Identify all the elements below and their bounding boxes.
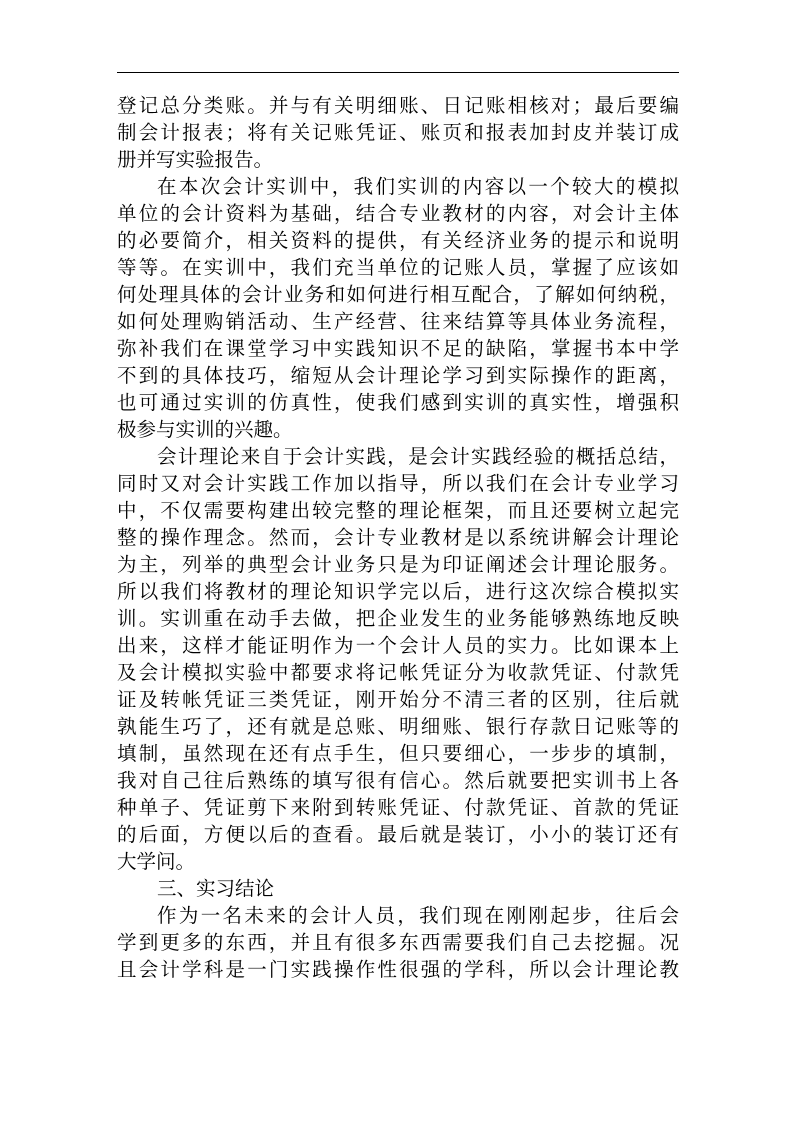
text-line: 的必要简介，相关资料的提供，有关经济业务的提示和说明 — [117, 229, 679, 252]
text-line: 填制，虽然现在还有点手生，但只要细心，一步步的填制， — [117, 742, 679, 765]
text-line: 证及转帐凭证三类凭证，刚开始分不清三者的区别，往后就 — [117, 688, 679, 711]
text-line: 册并写实验报告。 — [117, 148, 274, 171]
text-line: 制会计报表；将有关记账凭证、账页和报表加封皮并装订成 — [117, 121, 679, 144]
text-line: 弥补我们在课堂学习中实践知识不足的缺陷，掌握书本中学 — [117, 337, 679, 360]
document-body — [117, 92, 679, 983]
text-line: 不到的具体技巧，缩短从会计理论学习到实际操作的距离， — [117, 364, 679, 387]
text-line: 中，不仅需要构建出较完整的理论框架，而且还要树立起完 — [117, 499, 679, 522]
text-line: 同时又对会计实践工作加以指导，所以我们在会计专业学习 — [117, 472, 679, 495]
text-line: 学到更多的东西，并且有很多东西需要我们自己去挖掘。况 — [117, 931, 679, 954]
text-line: 且会计学科是一门实践操作性很强的学科，所以会计理论教 — [117, 958, 679, 981]
text-line: 也可通过实训的仿真性，使我们感到实训的真实性，增强积 — [117, 391, 679, 414]
paragraph-first-line: 作为一名未来的会计人员，我们现在刚刚起步，往后会 — [157, 904, 679, 927]
text-line: 所以我们将教材的理论知识学完以后，进行这次综合模拟实 — [117, 580, 679, 603]
text-line: 出来，这样才能证明作为一个会计人员的实力。比如课本上 — [117, 634, 679, 657]
text-line: 的后面，方便以后的查看。最后就是装订，小小的装订还有 — [117, 823, 679, 846]
text-line: 单位的会计资料为基础，结合专业教材的内容，对会计主体 — [117, 202, 679, 225]
text-line: 等等。在实训中，我们充当单位的记账人员，掌握了应该如 — [117, 256, 679, 279]
text-line: 登记总分类账。并与有关明细账、日记账相核对；最后要编 — [117, 94, 679, 117]
text-line: 及会计模拟实验中都要求将记帐凭证分为收款凭证、付款凭 — [117, 661, 679, 684]
text-line: 极参与实训的兴趣。 — [117, 418, 293, 441]
section-heading: 三、实习结论 — [157, 877, 275, 900]
text-line: 孰能生巧了，还有就是总账、明细账、银行存款日记账等的 — [117, 715, 679, 738]
text-line: 整的操作理念。然而，会计专业教材是以系统讲解会计理论 — [117, 526, 679, 549]
text-line: 我对自己往后熟练的填写很有信心。然后就要把实训书上各 — [117, 769, 679, 792]
header-rule — [117, 72, 679, 73]
text-line: 大学问。 — [117, 850, 196, 873]
text-line: 种单子、凭证剪下来附到转账凭证、付款凭证、首款的凭证 — [117, 796, 679, 819]
paragraph-first-line: 在本次会计实训中，我们实训的内容以一个较大的模拟 — [157, 175, 679, 198]
paragraph-first-line: 会计理论来自于会计实践，是会计实践经验的概括总结， — [157, 445, 679, 468]
text-line: 何处理具体的会计业务和如何进行相互配合，了解如何纳税， — [117, 283, 679, 306]
text-line: 如何处理购销活动、生产经营、往来结算等具体业务流程， — [117, 310, 679, 333]
text-line: 为主，列举的典型会计业务只是为印证阐述会计理论服务。 — [117, 553, 679, 576]
text-line: 训。实训重在动手去做，把企业发生的业务能够熟练地反映 — [117, 607, 679, 630]
